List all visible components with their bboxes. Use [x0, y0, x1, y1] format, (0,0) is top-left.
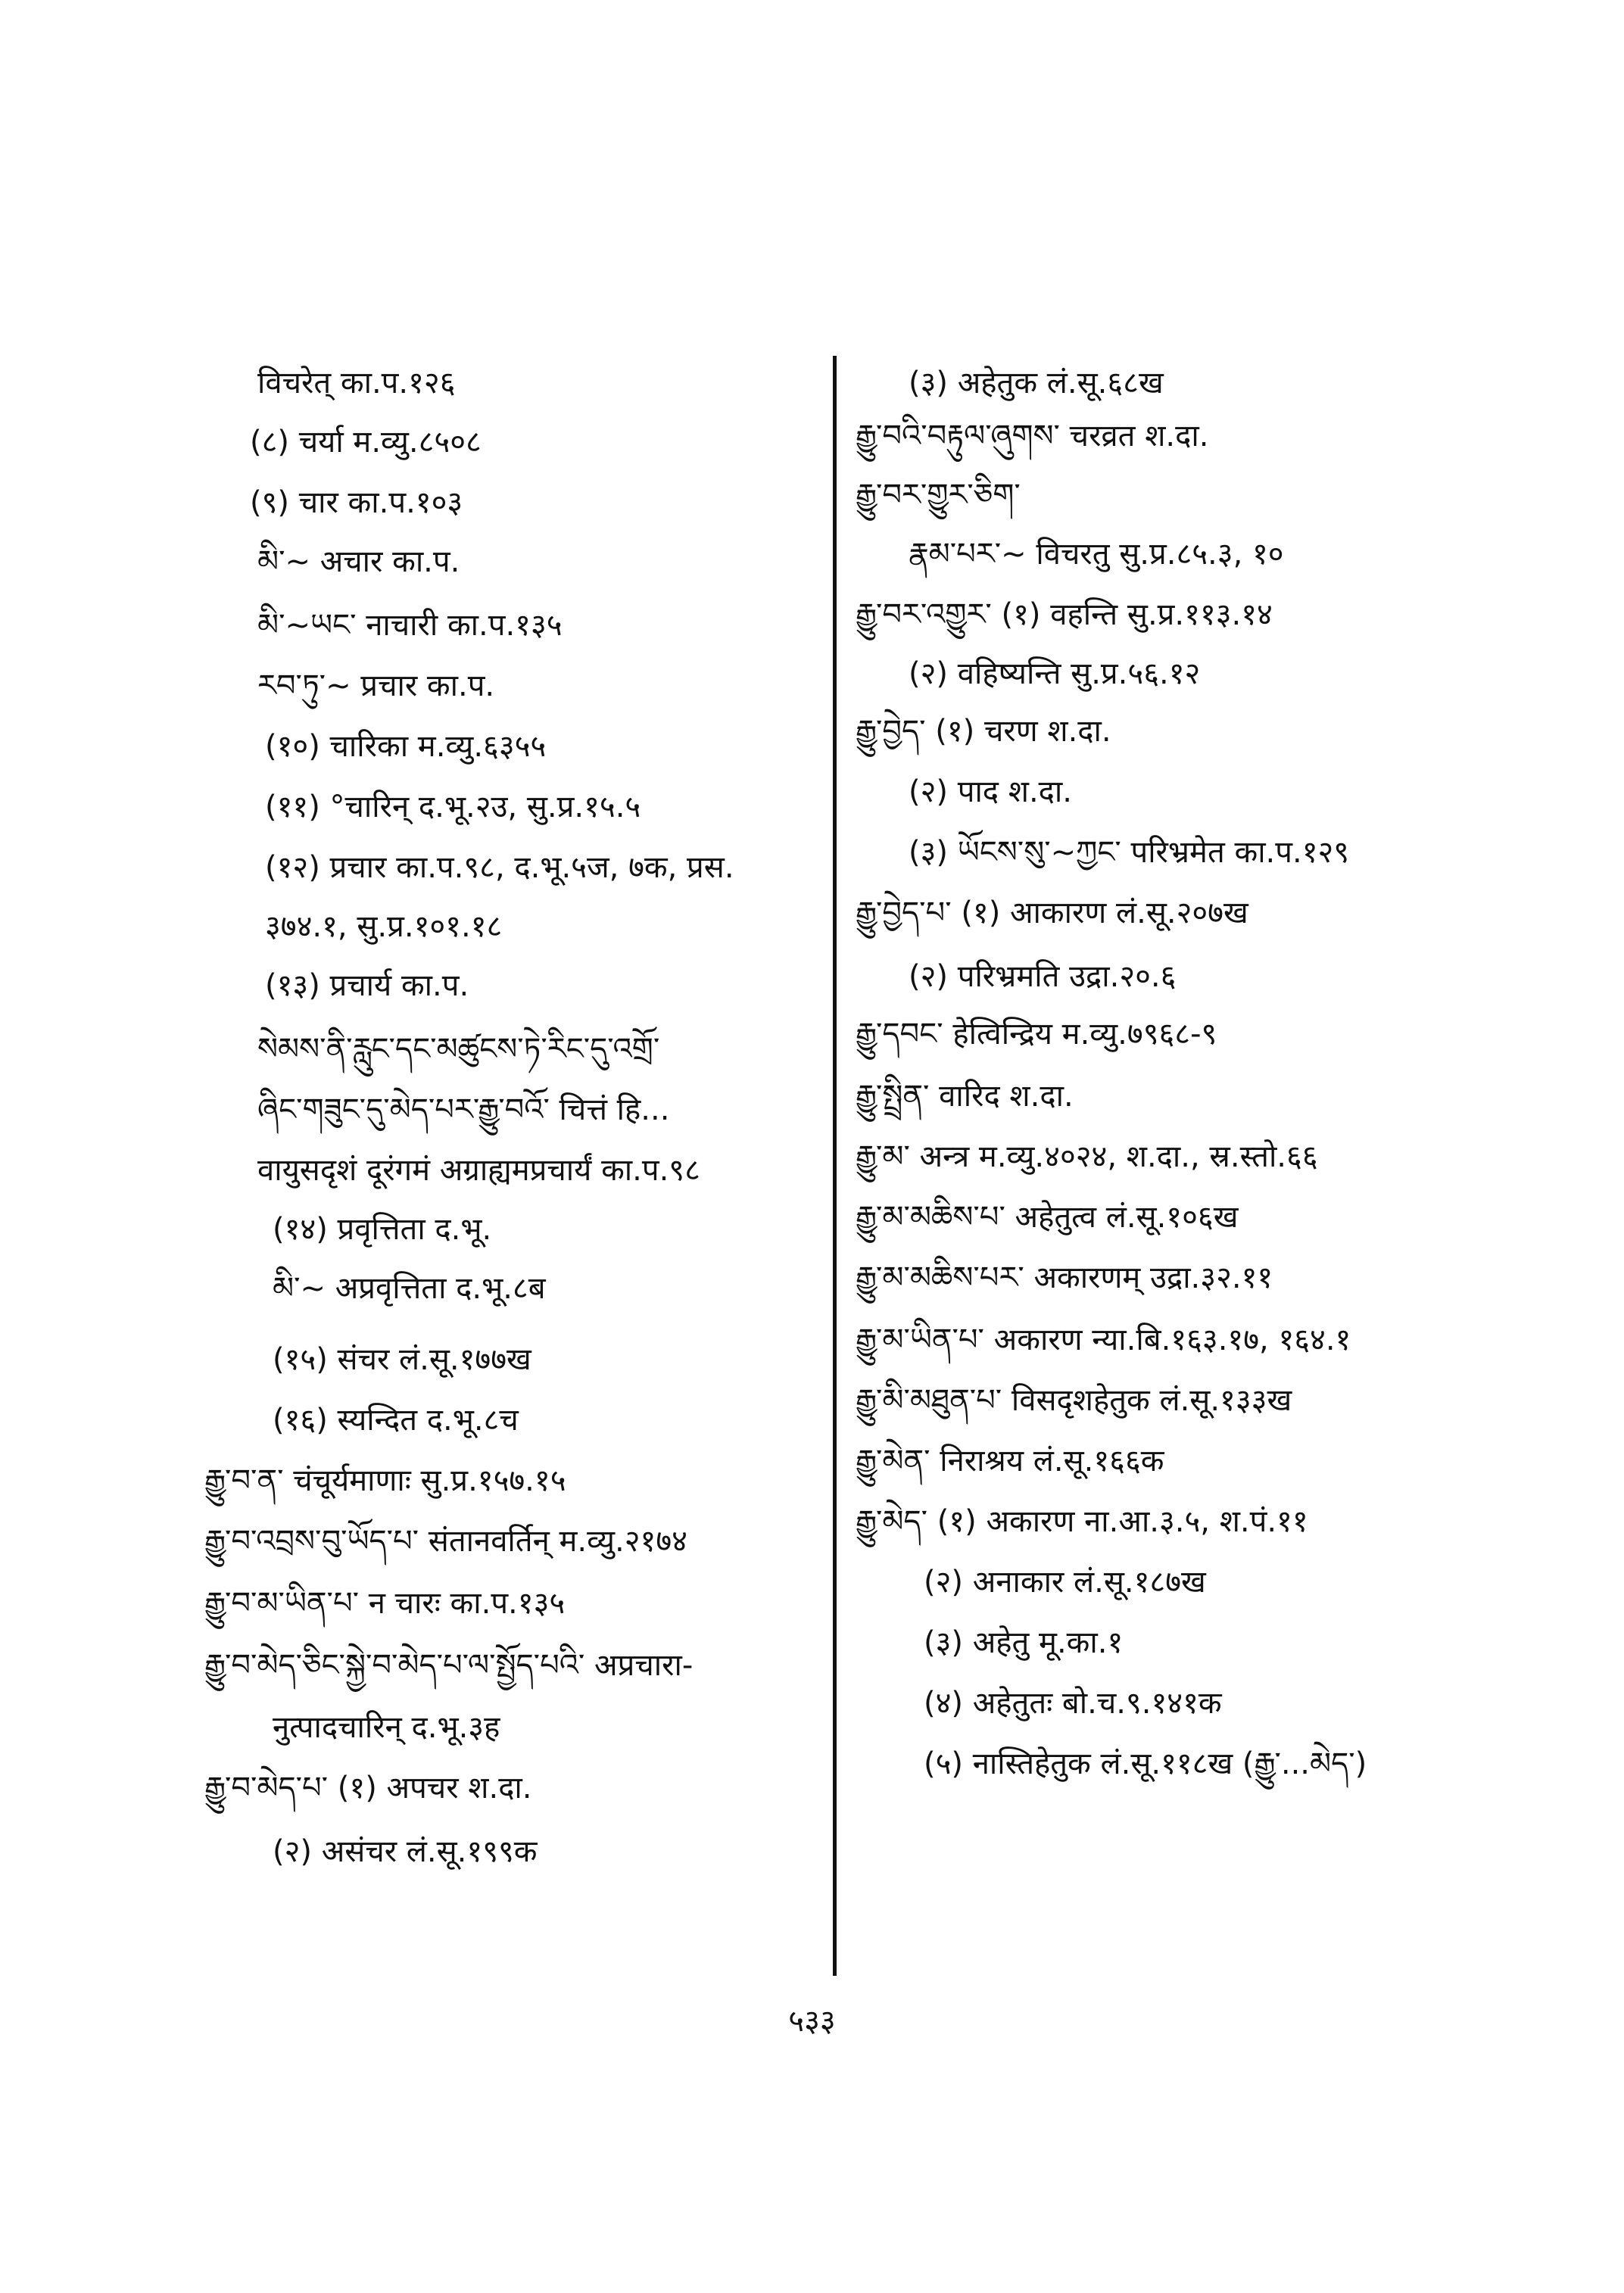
entry: (२) परिभ्रमति उद्रा.२०.६: [909, 959, 1177, 994]
entry: (९) चार का.प.१०३: [250, 485, 463, 520]
entry: वायुसदृशं दूरंगमं अग्राह्यमप्रचार्यं का.प.९८: [257, 1153, 700, 1188]
entry: (५) नास्तिहेतुक लं.सू.११८ख (རྒྱུ་...མེད་): [924, 1746, 1367, 1781]
page-number: ५३३: [788, 2004, 836, 2039]
column-divider: [833, 356, 837, 1976]
entry: རྒྱུ་བར་འགྱུར་ (१) वहन्ति सु.प्र.११३.१४: [856, 597, 1273, 632]
entry: नुत्पादचारिन् द.भू.३ह: [273, 1710, 500, 1745]
entry: རྒྱུ་བ་མ་ཡིན་པ་ न चारः का.प.१३५: [204, 1586, 566, 1621]
entry: (१४) प्रवृत्तिता द.भू.: [273, 1212, 492, 1247]
entry: རྒྱུ་སྤྲིན་ वारिद श.दा.: [856, 1079, 1074, 1114]
entry: (२) अनाकार लं.सू.१८७ख: [924, 1565, 1206, 1600]
entry: རྒྱུ་མ་ཡིན་པ་ अकारण न्या.बि.१६३.१७, १६४.१: [856, 1323, 1351, 1357]
entry: (११) °चारिन् द.भू.२उ, सु.प्र.१५.५: [265, 790, 641, 824]
entry: རྒྱུ་བ་ན་ चंचूर्यमाणाः सु.प्र.१५७.१५: [204, 1463, 566, 1498]
entry: (१०) चारिका म.व्यु.६३५५: [265, 729, 547, 764]
entry: (३) अहेतुक लं.सू.६८ख: [909, 366, 1164, 400]
entry: རྣམ་པར་~ विचरतु सु.प्र.८५.३, १०: [909, 537, 1284, 572]
entry: རྒྱུ་མ་ अन्त्र म.व्यु.४०२४, श.दा., स्र.स्तो.६६: [856, 1139, 1318, 1174]
entry: (४) अहेतुतः बो.च.९.१४१क: [924, 1686, 1222, 1721]
entry: སེམས་ནི་རླུང་དང་མཚུངས་ཏེ་རིང་དུ་འགྲོ་: [257, 1032, 660, 1067]
entry: རྒྱུ་བ་མེད་ཅིང་སྐྱེ་བ་མེད་པ་ལ་སྤྱོད་པའི་ अप्रचारा-: [204, 1648, 694, 1683]
entry: (८) चर्या म.व्यु.८५०८: [250, 425, 482, 460]
entry: (१३) प्रचार्य का.प.: [265, 968, 469, 1003]
entry: (३) ཡོངས་སུ་~ཀྱང་ परिभ्रमेत का.प.१२९: [909, 835, 1350, 870]
entry: विचरेत् का.प.१२६: [257, 366, 456, 400]
entry: རྒྱུ་མེད་ (१) अकारण ना.आ.३.५, श.पं.११: [856, 1504, 1308, 1539]
entry: མི་~ अप्रवृत्तिता द.भू.८ब: [273, 1271, 546, 1306]
entry: (१५) संचर लं.सू.१७७ख: [273, 1342, 531, 1377]
entry: རབ་ཏུ་~ प्रचार का.प.: [257, 668, 495, 703]
entry: (१६) स्यन्दित द.भू.८च: [273, 1403, 519, 1438]
entry: རྒྱུ་བྱེད་པ་ (१) आकारण लं.सू.२०७ख: [856, 896, 1248, 930]
entry: རྒྱུ་དབང་ हेत्विन्द्रिय म.व्यु.७९६८-९: [856, 1017, 1217, 1051]
entry: མི་~ अचार का.प.: [257, 544, 460, 579]
entry: རྒྱུ་མེན་ निराश्रय लं.सू.१६६क: [856, 1444, 1164, 1478]
entry: (२) वहिष्यन्ति सु.प्र.५६.१२: [909, 656, 1201, 691]
entry: ३७४.१, सु.प्र.१०१.१८: [265, 909, 503, 944]
entry: རྒྱུ་བར་གྱུར་ཅིག་: [856, 478, 1021, 512]
entry: རྒྱུ་བ་མེད་པ་ (१) अपचर श.दा.: [204, 1771, 532, 1805]
entry: རྒྱུ་མ་མཆིས་པར་ अकारणम् उद्रा.३२.११: [856, 1260, 1273, 1295]
entry: (२) पाद श.दा.: [909, 774, 1072, 809]
entry: (२) असंचर लं.सू.१९९क: [273, 1834, 538, 1869]
entry: མི་~ཡང་ नाचारी का.प.१३५: [257, 608, 563, 643]
entry: རྒྱུ་བ་འབྲས་བུ་ཡོད་པ་ संतानवर्तिन् म.व्यु.२१७४: [204, 1524, 687, 1559]
entry: རྒྱུ་བྱེད་ (१) चरण श.दा.: [856, 714, 1111, 749]
entry: རྒྱུ་མ་མཆིས་པ་ अहेतुत्व लं.सू.१०६ख: [856, 1200, 1239, 1235]
entry: རྒྱུ་མི་མཐུན་པ་ विसदृशहेतुक लं.सू.१३३ख: [856, 1383, 1292, 1418]
entry: རྒྱུ་བའི་བརྟུལ་ཞུགས་ चरव्रत श.दा.: [856, 419, 1209, 453]
entry: (१२) प्रचार का.प.९८, द.भू.५ज, ७क, प्रस.: [265, 850, 734, 885]
entry: ཞིང་གཟུང་དུ་མེད་པར་རྒྱུ་བའོ་ चित्तं हि...: [257, 1092, 670, 1127]
entry: (३) अहेतु मू.का.१: [924, 1625, 1124, 1660]
